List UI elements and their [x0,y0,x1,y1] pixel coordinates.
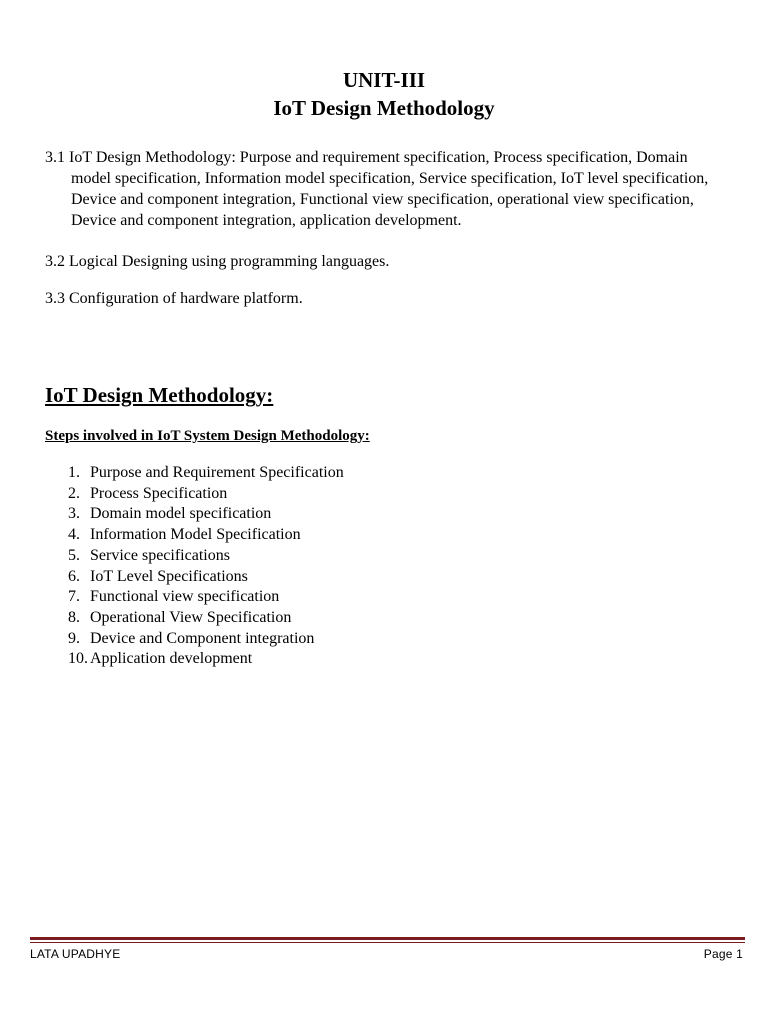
syllabus-number: 3.1 [45,149,65,166]
step-text: Application development [90,650,253,668]
syllabus-text: Configuration of hardware platform. [69,290,303,307]
list-item [68,629,344,650]
step-number: 2. [68,484,80,502]
title-block [0,66,768,122]
list-item [68,567,344,588]
syllabus-list [45,147,710,309]
step-number: 6. [68,567,80,585]
step-text: Functional view specification [90,588,280,606]
step-number: 3. [68,505,80,523]
steps-list [68,463,344,670]
syllabus-item [45,251,710,272]
list-item [68,649,344,670]
step-number: 1. [68,464,80,481]
step-text: Domain model specification [90,505,272,523]
footer-divider-thick [30,937,745,940]
list-item [68,504,344,525]
syllabus-text: Logical Designing using programming languages. [69,253,390,270]
step-number: 8. [68,608,80,626]
footer-divider-thin [30,942,745,943]
list-item [68,484,344,505]
list-item [68,463,344,484]
syllabus-number: 3.2 [45,253,65,270]
section-subheading: Steps involved in IoT System Design Methodology: [45,428,370,444]
step-number: 7. [68,588,80,606]
footer-author: LATA UPADHYE [30,947,121,961]
step-text: Service specifications [90,546,230,564]
page-title: IoT Design Methodology [273,96,495,120]
step-text: Process Specification [90,484,228,502]
list-item [68,608,344,629]
step-number: 5. [68,546,80,564]
step-text: Device and Component integration [90,629,315,647]
step-number: 4. [68,526,80,544]
step-number: 9. [68,629,80,647]
footer-page-number: Page 1 [703,947,743,961]
list-item [68,525,344,546]
step-text: Information Model Specification [90,526,301,544]
step-text: IoT Level Specifications [90,567,248,585]
list-item [68,587,344,608]
syllabus-text: IoT Design Methodology: Purpose and requirement specification, Process specification, Domain model specification, Information model specification, Service specification, IoT level specification, Device and component integration, Functional view specification, operational view specification, Device and component integration, application development. [69,149,709,229]
list-item [68,546,344,567]
unit-title: UNIT-III [342,68,426,92]
step-number: 10. [68,650,88,668]
step-text: Operational View Specification [90,608,292,626]
syllabus-item [45,147,710,231]
syllabus-item [45,288,710,309]
step-text: Purpose and Requirement Specification [90,464,344,481]
section-heading: IoT Design Methodology: [45,383,274,407]
syllabus-number: 3.3 [45,290,65,307]
